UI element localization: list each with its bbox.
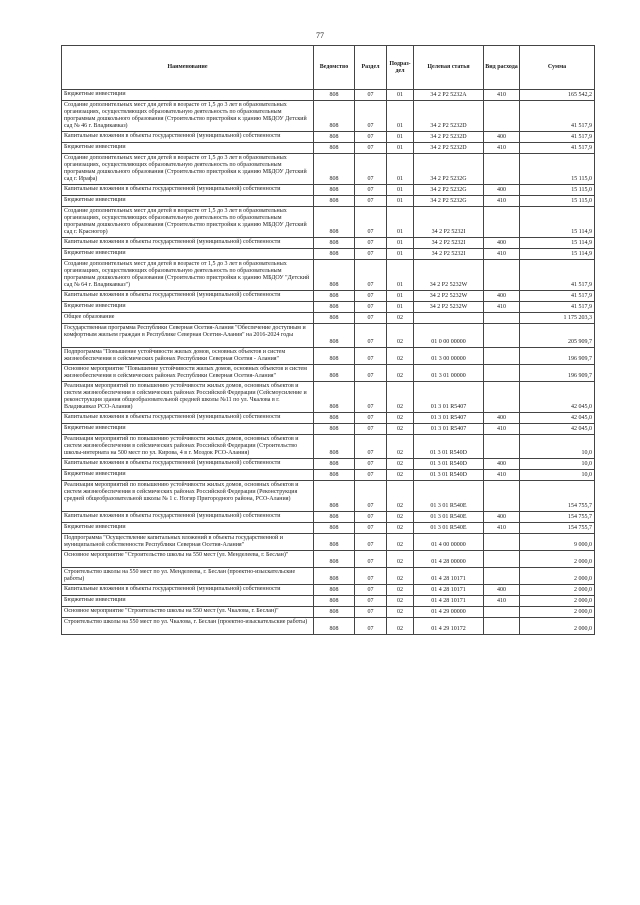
cell-sum: 2 000,0 xyxy=(520,618,595,635)
cell-sum: 2 000,0 xyxy=(520,568,595,585)
cell-podrazdel: 02 xyxy=(387,534,414,551)
cell-article: 34 2 P2 5232A xyxy=(414,90,484,101)
cell-sum: 41 517,9 xyxy=(520,291,595,302)
cell-podrazdel: 01 xyxy=(387,143,414,154)
cell-podrazdel: 02 xyxy=(387,585,414,596)
cell-razdel: 07 xyxy=(355,249,387,260)
cell-sum: 1 175 203,3 xyxy=(520,313,595,324)
table-row xyxy=(62,585,595,596)
table-row xyxy=(62,534,595,551)
table-row xyxy=(62,238,595,249)
header-sum: Сумма xyxy=(520,46,595,90)
cell-vedomstvo: 808 xyxy=(314,534,355,551)
cell-vedomstvo: 808 xyxy=(314,238,355,249)
table-row xyxy=(62,596,595,607)
cell-name: Капитальные вложения в объекты государственной (муниципальной) собственности xyxy=(62,413,314,424)
cell-vid xyxy=(484,154,520,185)
cell-name: Бюджетные инвестиции xyxy=(62,523,314,534)
cell-name: Капитальные вложения в объекты государственной (муниципальной) собственности xyxy=(62,132,314,143)
table-row xyxy=(62,568,595,585)
cell-sum: 165 542,2 xyxy=(520,90,595,101)
cell-vid: 410 xyxy=(484,196,520,207)
cell-sum: 196 909,7 xyxy=(520,365,595,382)
cell-article: 01 3 01 00000 xyxy=(414,365,484,382)
cell-vid: 410 xyxy=(484,523,520,534)
cell-name: Бюджетные инвестиции xyxy=(62,90,314,101)
cell-razdel: 07 xyxy=(355,607,387,618)
cell-name: Капитальные вложения в объекты государственной (муниципальной) собственности xyxy=(62,459,314,470)
cell-podrazdel: 02 xyxy=(387,435,414,459)
cell-article: 01 3 01 R5407 xyxy=(414,413,484,424)
cell-podrazdel: 02 xyxy=(387,551,414,568)
cell-name: Подпрограмма "Осуществление капитальных вложений в объекты государственной и муниципальной собственности Республики Северная Осетия-Алания" xyxy=(62,534,314,551)
cell-razdel: 07 xyxy=(355,551,387,568)
cell-sum: 41 517,9 xyxy=(520,101,595,132)
cell-vedomstvo: 808 xyxy=(314,607,355,618)
cell-podrazdel: 02 xyxy=(387,424,414,435)
cell-vid xyxy=(484,348,520,365)
page-number: 77 xyxy=(316,31,324,40)
cell-article: 34 2 P2 5232W xyxy=(414,260,484,291)
cell-vedomstvo: 808 xyxy=(314,481,355,512)
cell-razdel: 07 xyxy=(355,291,387,302)
cell-razdel: 07 xyxy=(355,523,387,534)
cell-podrazdel: 01 xyxy=(387,196,414,207)
cell-vedomstvo: 808 xyxy=(314,523,355,534)
table-row xyxy=(62,348,595,365)
cell-vedomstvo: 808 xyxy=(314,154,355,185)
cell-vid: 410 xyxy=(484,302,520,313)
cell-podrazdel: 02 xyxy=(387,568,414,585)
table-row xyxy=(62,154,595,185)
cell-razdel: 07 xyxy=(355,324,387,348)
cell-razdel: 07 xyxy=(355,348,387,365)
header-vedomstvo: Ведомство xyxy=(314,46,355,90)
header-article: Целевая статья xyxy=(414,46,484,90)
cell-vid xyxy=(484,382,520,413)
header-name: Наименование xyxy=(62,46,314,90)
cell-article: 34 2 P2 5232G xyxy=(414,154,484,185)
cell-article: 01 3 01 R540E xyxy=(414,512,484,523)
cell-sum: 154 755,7 xyxy=(520,481,595,512)
cell-article: 01 3 01 R5407 xyxy=(414,382,484,413)
cell-podrazdel: 02 xyxy=(387,470,414,481)
cell-name: Бюджетные инвестиции xyxy=(62,196,314,207)
cell-razdel: 07 xyxy=(355,568,387,585)
cell-sum: 10,0 xyxy=(520,435,595,459)
cell-razdel: 07 xyxy=(355,154,387,185)
table-row xyxy=(62,512,595,523)
cell-razdel: 07 xyxy=(355,260,387,291)
cell-razdel: 07 xyxy=(355,596,387,607)
cell-article: 34 2 P2 5232D xyxy=(414,101,484,132)
cell-article: 34 2 P2 5232I xyxy=(414,249,484,260)
table-row xyxy=(62,185,595,196)
table-row xyxy=(62,249,595,260)
cell-razdel: 07 xyxy=(355,238,387,249)
cell-sum: 15 115,0 xyxy=(520,196,595,207)
table-row xyxy=(62,132,595,143)
cell-razdel: 07 xyxy=(355,313,387,324)
cell-sum: 41 517,9 xyxy=(520,260,595,291)
cell-article: 01 3 00 00000 xyxy=(414,348,484,365)
cell-razdel: 07 xyxy=(355,424,387,435)
cell-podrazdel: 01 xyxy=(387,302,414,313)
cell-podrazdel: 01 xyxy=(387,260,414,291)
cell-article: 34 2 P2 5232G xyxy=(414,185,484,196)
cell-sum: 42 045,0 xyxy=(520,382,595,413)
cell-vid xyxy=(484,260,520,291)
cell-vedomstvo: 808 xyxy=(314,90,355,101)
cell-vedomstvo: 808 xyxy=(314,249,355,260)
header-podrazdel: Подраз-дел xyxy=(387,46,414,90)
cell-podrazdel: 02 xyxy=(387,382,414,413)
cell-sum: 205 909,7 xyxy=(520,324,595,348)
cell-sum: 42 045,0 xyxy=(520,424,595,435)
cell-vedomstvo: 808 xyxy=(314,101,355,132)
cell-name: Строительство школы на 550 мест по ул. Менделеева, г. Беслан (проектно-изыскательские работы) xyxy=(62,568,314,585)
cell-vid xyxy=(484,435,520,459)
cell-vedomstvo: 808 xyxy=(314,348,355,365)
cell-podrazdel: 01 xyxy=(387,154,414,185)
cell-podrazdel: 02 xyxy=(387,459,414,470)
cell-razdel: 07 xyxy=(355,435,387,459)
cell-article: 01 4 00 00000 xyxy=(414,534,484,551)
cell-razdel: 07 xyxy=(355,143,387,154)
table-row xyxy=(62,260,595,291)
cell-vid xyxy=(484,551,520,568)
table-row xyxy=(62,324,595,348)
cell-vedomstvo: 808 xyxy=(314,196,355,207)
cell-vid xyxy=(484,365,520,382)
cell-sum: 42 045,0 xyxy=(520,413,595,424)
cell-razdel: 07 xyxy=(355,196,387,207)
cell-name: Строительство школы на 550 мест по ул. Чкалова, г. Беслан (проектно-изыскательские работы) xyxy=(62,618,314,635)
cell-podrazdel: 01 xyxy=(387,101,414,132)
cell-razdel: 07 xyxy=(355,585,387,596)
cell-vedomstvo: 808 xyxy=(314,585,355,596)
table-row xyxy=(62,365,595,382)
cell-podrazdel: 01 xyxy=(387,238,414,249)
cell-sum: 9 000,0 xyxy=(520,534,595,551)
table-row xyxy=(62,302,595,313)
cell-article: 34 2 P2 5232I xyxy=(414,238,484,249)
cell-sum: 15 114,9 xyxy=(520,238,595,249)
cell-podrazdel: 01 xyxy=(387,185,414,196)
header-razdel: Раздел xyxy=(355,46,387,90)
cell-name: Создание дополнительных мест для детей в возрасте от 1,5 до 3 лет в образовательных организациях, осуществляющих образовательную деятельность по образовательным программам дошкольного образования (Строительство пристройки к зданию МБДОУ "Детский сад № 64 г. Владикавказ") xyxy=(62,260,314,291)
cell-name: Создание дополнительных мест для детей в возрасте от 1,5 до 3 лет в образовательных организациях, осуществляющих образовательную деятельность по образовательным программам дошкольного образования (Строительство пристройки к зданию МБДОУ Детский сад г. Красногор) xyxy=(62,207,314,238)
cell-razdel: 07 xyxy=(355,101,387,132)
cell-name: Основное мероприятие "Строительство школы на 550 мест (ул. Чкалова, г. Беслан)" xyxy=(62,607,314,618)
cell-sum: 15 115,0 xyxy=(520,185,595,196)
cell-sum: 15 114,9 xyxy=(520,249,595,260)
cell-vedomstvo: 808 xyxy=(314,382,355,413)
cell-article: 01 0 00 00000 xyxy=(414,324,484,348)
cell-article: 01 3 01 R540E xyxy=(414,481,484,512)
cell-sum: 2 000,0 xyxy=(520,596,595,607)
cell-vid: 400 xyxy=(484,413,520,424)
table-row xyxy=(62,101,595,132)
cell-vid: 400 xyxy=(484,512,520,523)
cell-article: 01 4 28 10171 xyxy=(414,568,484,585)
cell-vid xyxy=(484,324,520,348)
cell-vedomstvo: 808 xyxy=(314,596,355,607)
cell-name: Бюджетные инвестиции xyxy=(62,596,314,607)
cell-razdel: 07 xyxy=(355,365,387,382)
cell-sum: 41 517,9 xyxy=(520,302,595,313)
cell-name: Основное мероприятие "Повышение устойчивости жилых домов, основных объектов и систем жизнеобеспечения в сейсмических районах Республики Северная Осетия-Алания" xyxy=(62,365,314,382)
cell-vedomstvo: 808 xyxy=(314,424,355,435)
table-row xyxy=(62,618,595,635)
cell-article: 01 3 01 R540D xyxy=(414,459,484,470)
cell-vedomstvo: 808 xyxy=(314,291,355,302)
cell-article: 01 3 01 R540D xyxy=(414,470,484,481)
cell-vid xyxy=(484,101,520,132)
cell-vedomstvo: 808 xyxy=(314,459,355,470)
table-row xyxy=(62,470,595,481)
table-row xyxy=(62,196,595,207)
cell-podrazdel: 02 xyxy=(387,365,414,382)
cell-podrazdel: 01 xyxy=(387,249,414,260)
cell-article: 34 2 P2 5232W xyxy=(414,291,484,302)
cell-article: 01 3 01 R5407 xyxy=(414,424,484,435)
cell-vid: 410 xyxy=(484,470,520,481)
cell-razdel: 07 xyxy=(355,481,387,512)
cell-vid xyxy=(484,313,520,324)
cell-sum: 41 517,9 xyxy=(520,132,595,143)
table-row xyxy=(62,143,595,154)
cell-name: Создание дополнительных мест для детей в возрасте от 1,5 до 3 лет в образовательных организациях, осуществляющих образовательную деятельность по образовательным программам дошкольного образования (Строительство пристройки к зданию МБДОУ Детский сад № 46 г. Владикавказ) xyxy=(62,101,314,132)
cell-vedomstvo: 808 xyxy=(314,324,355,348)
table-row xyxy=(62,382,595,413)
cell-vedomstvo: 808 xyxy=(314,435,355,459)
cell-sum: 15 114,9 xyxy=(520,207,595,238)
cell-article: 01 4 29 10172 xyxy=(414,618,484,635)
budget-table xyxy=(61,45,595,635)
cell-vid: 410 xyxy=(484,143,520,154)
cell-article xyxy=(414,313,484,324)
cell-razdel: 07 xyxy=(355,302,387,313)
cell-name: Капитальные вложения в объекты государственной (муниципальной) собственности xyxy=(62,291,314,302)
cell-sum: 2 000,0 xyxy=(520,551,595,568)
cell-name: Основное мероприятие "Строительство школы на 550 мест (ул. Менделеева, г. Беслан)" xyxy=(62,551,314,568)
cell-vid xyxy=(484,618,520,635)
cell-vedomstvo: 808 xyxy=(314,568,355,585)
cell-podrazdel: 02 xyxy=(387,523,414,534)
cell-vedomstvo: 808 xyxy=(314,313,355,324)
header-vid: Вид расхода xyxy=(484,46,520,90)
cell-podrazdel: 02 xyxy=(387,348,414,365)
cell-podrazdel: 02 xyxy=(387,512,414,523)
cell-article: 34 2 P2 5232W xyxy=(414,302,484,313)
table-row xyxy=(62,551,595,568)
cell-sum: 10,0 xyxy=(520,459,595,470)
cell-vedomstvo: 808 xyxy=(314,470,355,481)
cell-name: Реализация мероприятий по повышению устойчивости жилых домов, основных объектов и систем жизнеобеспечения в сейсмических районах Российской Федерации (Строительство школы-интерната на 500 мест по ул. Кирова, 4 в г. Моздок РСО-Алания) xyxy=(62,435,314,459)
cell-podrazdel: 02 xyxy=(387,607,414,618)
cell-razdel: 07 xyxy=(355,459,387,470)
cell-name: Капитальные вложения в объекты государственной (муниципальной) собственности xyxy=(62,185,314,196)
table-row xyxy=(62,607,595,618)
cell-sum: 41 517,9 xyxy=(520,143,595,154)
cell-podrazdel: 02 xyxy=(387,596,414,607)
cell-razdel: 07 xyxy=(355,413,387,424)
table-row xyxy=(62,413,595,424)
cell-vid xyxy=(484,607,520,618)
cell-razdel: 07 xyxy=(355,185,387,196)
cell-sum: 10,0 xyxy=(520,470,595,481)
table-row xyxy=(62,424,595,435)
cell-article: 01 4 28 10171 xyxy=(414,585,484,596)
table-row xyxy=(62,291,595,302)
cell-name: Бюджетные инвестиции xyxy=(62,424,314,435)
cell-sum: 154 755,7 xyxy=(520,523,595,534)
cell-razdel: 07 xyxy=(355,534,387,551)
cell-article: 01 3 01 R540D xyxy=(414,435,484,459)
cell-podrazdel: 01 xyxy=(387,291,414,302)
table-row xyxy=(62,435,595,459)
table-row xyxy=(62,523,595,534)
table-row xyxy=(62,459,595,470)
cell-vedomstvo: 808 xyxy=(314,132,355,143)
cell-name: Капитальные вложения в объекты государственной (муниципальной) собственности xyxy=(62,512,314,523)
cell-name: Подпрограмма "Повышение устойчивости жилых домов, основных объектов и систем жизнеобеспечения в сейсмических районах Республики Северная Осетия - Алания" xyxy=(62,348,314,365)
cell-name: Капитальные вложения в объекты государственной (муниципальной) собственности xyxy=(62,238,314,249)
cell-vid: 400 xyxy=(484,585,520,596)
cell-vedomstvo: 808 xyxy=(314,413,355,424)
cell-podrazdel: 01 xyxy=(387,207,414,238)
cell-podrazdel: 02 xyxy=(387,413,414,424)
cell-name: Реализация мероприятий по повышению устойчивости жилых домов, основных объектов и систем жизнеобеспечения в сейсмических районах Российской Федерации (Сейсмоусиление и реконструкция здания общеобразовательной средней школы №11 по ул. Чкалова в г. Владикавказ РСО-Алания) xyxy=(62,382,314,413)
cell-sum: 154 755,7 xyxy=(520,512,595,523)
cell-article: 01 4 28 10171 xyxy=(414,596,484,607)
cell-podrazdel: 02 xyxy=(387,324,414,348)
cell-vedomstvo: 808 xyxy=(314,512,355,523)
cell-vid: 400 xyxy=(484,459,520,470)
cell-sum: 2 000,0 xyxy=(520,607,595,618)
cell-vid: 400 xyxy=(484,238,520,249)
cell-article: 01 4 29 00000 xyxy=(414,607,484,618)
cell-razdel: 07 xyxy=(355,618,387,635)
cell-vedomstvo: 808 xyxy=(314,365,355,382)
cell-vid: 410 xyxy=(484,249,520,260)
cell-razdel: 07 xyxy=(355,90,387,101)
cell-vedomstvo: 808 xyxy=(314,618,355,635)
cell-razdel: 07 xyxy=(355,132,387,143)
cell-vid xyxy=(484,481,520,512)
cell-name: Реализация мероприятий по повышению устойчивости жилых домов, основных объектов и систем жизнеобеспечения в сейсмических районах Российской Федерации (Реконструкция средней общеобразовательной школы № 1 с. Ногир Пригородного района, РСО-Алания) xyxy=(62,481,314,512)
cell-vid: 400 xyxy=(484,132,520,143)
cell-vid: 400 xyxy=(484,185,520,196)
cell-vid: 400 xyxy=(484,291,520,302)
cell-razdel: 07 xyxy=(355,382,387,413)
cell-vid xyxy=(484,534,520,551)
cell-article: 01 4 28 00000 xyxy=(414,551,484,568)
cell-sum: 196 909,7 xyxy=(520,348,595,365)
cell-name: Бюджетные инвестиции xyxy=(62,143,314,154)
cell-name: Создание дополнительных мест для детей в возрасте от 1,5 до 3 лет в образовательных организациях, осуществляющих образовательную деятельность по образовательным программам дошкольного образования (Строительство пристройки к зданию МБДОУ Детский сад г. Ирафа) xyxy=(62,154,314,185)
cell-name: Бюджетные инвестиции xyxy=(62,470,314,481)
cell-vedomstvo: 808 xyxy=(314,260,355,291)
table-header-row xyxy=(62,46,595,90)
cell-vid xyxy=(484,568,520,585)
cell-vedomstvo: 808 xyxy=(314,207,355,238)
cell-name: Общее образование xyxy=(62,313,314,324)
cell-name: Бюджетные инвестиции xyxy=(62,249,314,260)
table-row xyxy=(62,481,595,512)
cell-name: Бюджетные инвестиции xyxy=(62,302,314,313)
cell-vid: 410 xyxy=(484,90,520,101)
cell-podrazdel: 01 xyxy=(387,90,414,101)
cell-vid: 410 xyxy=(484,596,520,607)
table-row xyxy=(62,313,595,324)
cell-article: 34 2 P2 5232D xyxy=(414,132,484,143)
cell-vedomstvo: 808 xyxy=(314,551,355,568)
cell-podrazdel: 02 xyxy=(387,313,414,324)
table-row xyxy=(62,90,595,101)
cell-razdel: 07 xyxy=(355,512,387,523)
cell-vid: 410 xyxy=(484,424,520,435)
cell-name: Государственная программа Республики Северная Осетия-Алания "Обеспечение доступным и комфортным жильем граждан в Республике Северная Осетия-Алания" на 2016-2024 годы xyxy=(62,324,314,348)
cell-vedomstvo: 808 xyxy=(314,302,355,313)
cell-article: 34 2 P2 5232I xyxy=(414,207,484,238)
cell-vid xyxy=(484,207,520,238)
cell-razdel: 07 xyxy=(355,470,387,481)
cell-podrazdel: 02 xyxy=(387,481,414,512)
cell-vedomstvo: 808 xyxy=(314,143,355,154)
cell-vedomstvo: 808 xyxy=(314,185,355,196)
table-row xyxy=(62,207,595,238)
cell-article: 34 2 P2 5232D xyxy=(414,143,484,154)
cell-sum: 2 000,0 xyxy=(520,585,595,596)
cell-podrazdel: 02 xyxy=(387,618,414,635)
cell-podrazdel: 01 xyxy=(387,132,414,143)
cell-name: Капитальные вложения в объекты государственной (муниципальной) собственности xyxy=(62,585,314,596)
cell-sum: 15 115,0 xyxy=(520,154,595,185)
cell-razdel: 07 xyxy=(355,207,387,238)
cell-article: 01 3 01 R540E xyxy=(414,523,484,534)
cell-article: 34 2 P2 5232G xyxy=(414,196,484,207)
